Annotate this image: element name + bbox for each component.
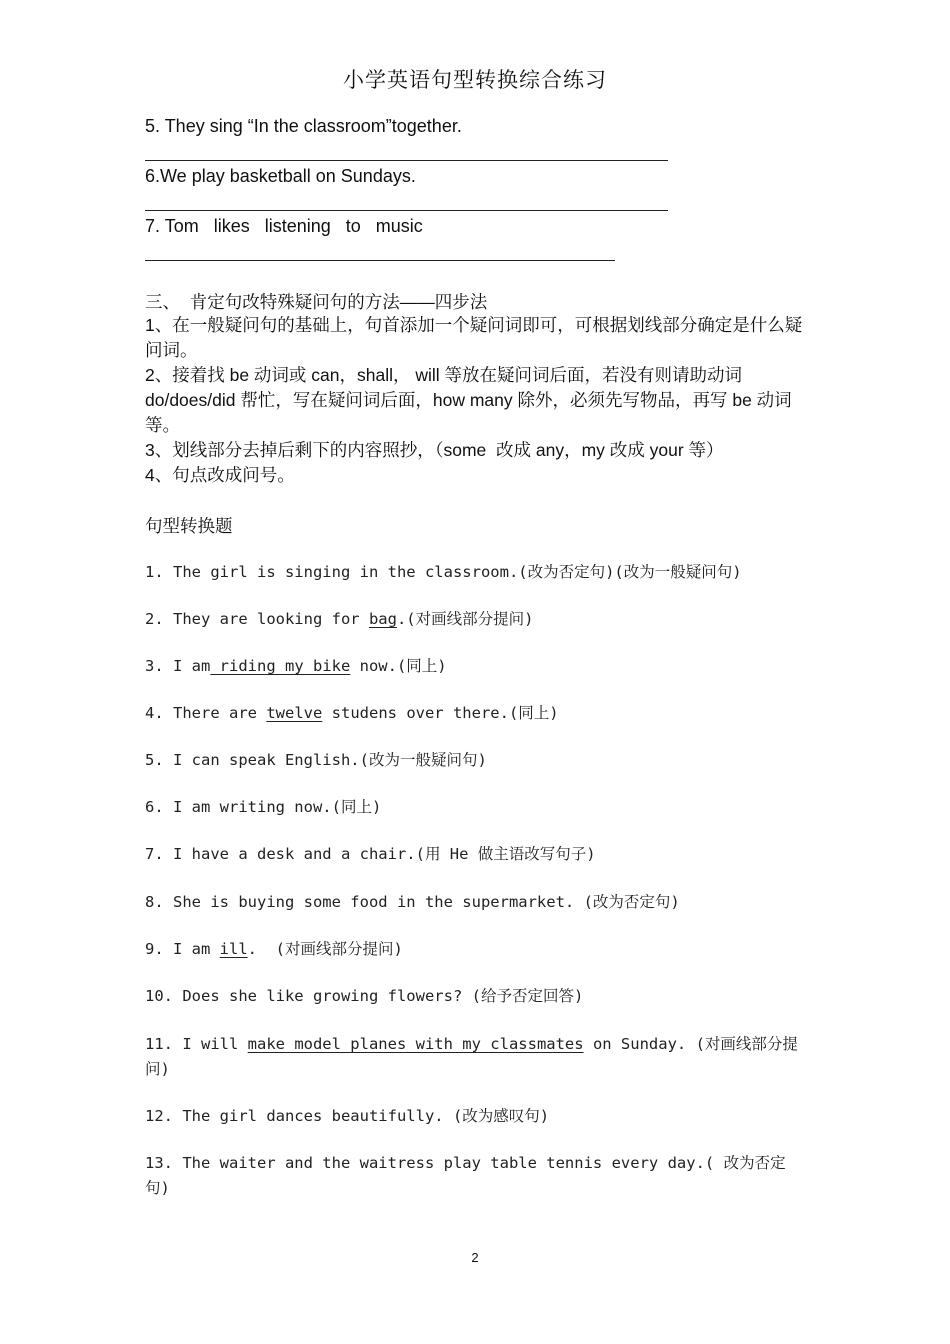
question-text: 9. I am: [145, 940, 220, 958]
underlined-phrase: make model planes with my classmates: [247, 1035, 584, 1053]
question-7: 7. I have a desk and a chair.(用 He 做主语改写句子): [145, 845, 596, 863]
question-instruction: on Sunday. (对画线部分提问): [145, 1035, 798, 1078]
question-3: [145, 654, 810, 679]
method-step-3: 3、划线部分去掉后剩下的内容照抄，（some 改成 any，my 改成 your 等）: [145, 440, 724, 460]
question-9: [145, 937, 810, 962]
question-5: 5. I can speak English.(改为一般疑问句): [145, 751, 487, 769]
method-steps: [145, 313, 810, 488]
page-number: 2: [471, 1250, 479, 1265]
question-6: 6. I am writing now.(同上): [145, 798, 382, 816]
question-10: 10. Does she like growing flowers? (给予否定回答): [145, 987, 584, 1005]
question-instruction: . (对画线部分提问): [247, 940, 403, 958]
question-text: 11. I will: [145, 1035, 248, 1053]
top-item-7: 7. Tom likes listening to music: [145, 216, 423, 236]
section-heading: 三、 肯定句改特殊疑问句的方法——四步法: [145, 292, 488, 312]
question-8: 8. She is buying some food in the supermarket. (改为否定句): [145, 893, 680, 911]
question-12: 12. The girl dances beautifully. (改为感叹句): [145, 1107, 550, 1125]
underlined-phrase: riding my bike: [210, 657, 351, 675]
question-text: 3. I am: [145, 657, 211, 675]
top-item-5: 5. They sing “In the classroom”together.: [145, 116, 462, 136]
exercise-heading: 句型转换题: [145, 516, 233, 536]
question-instruction: now.(同上): [350, 657, 447, 675]
question-instruction: studens over there.(同上): [322, 704, 559, 722]
question-text: 4. There are: [145, 704, 267, 722]
underlined-phrase: twelve: [266, 704, 323, 722]
top-item-6: 6.We play basketball on Sundays.: [145, 166, 416, 186]
question-instruction: .(对画线部分提问): [396, 610, 534, 628]
question-11: [145, 1032, 810, 1082]
method-step-2: 2、接着找 be 动词或 can，shall， will 等放在疑问词后面，若没有则请助动词 do/does/did 帮忙，写在疑问词后面，how many 除外，必须先写物品，再写 be 动词等。: [145, 365, 792, 435]
question-4: [145, 701, 810, 726]
page-title: 小学英语句型转换综合练习: [343, 68, 607, 92]
answer-line: [145, 260, 615, 261]
answer-line: [145, 210, 668, 211]
question-2: [145, 607, 810, 632]
question-13: 13. The waiter and the waitress play table tennis every day.( 改为否定句): [145, 1154, 786, 1197]
underlined-phrase: bag: [368, 610, 397, 628]
question-text: 2. They are looking for: [145, 610, 369, 628]
question-1: 1. The girl is singing in the classroom.(改为否定句)(改为一般疑问句): [145, 563, 742, 581]
method-step-1: 1、在一般疑问句的基础上，句首添加一个疑问词即可，可根据划线部分确定是什么疑问词。: [145, 315, 803, 360]
method-step-4: 4、句点改成问号。: [145, 465, 295, 485]
underlined-phrase: ill: [219, 940, 248, 958]
answer-line: [145, 160, 668, 161]
